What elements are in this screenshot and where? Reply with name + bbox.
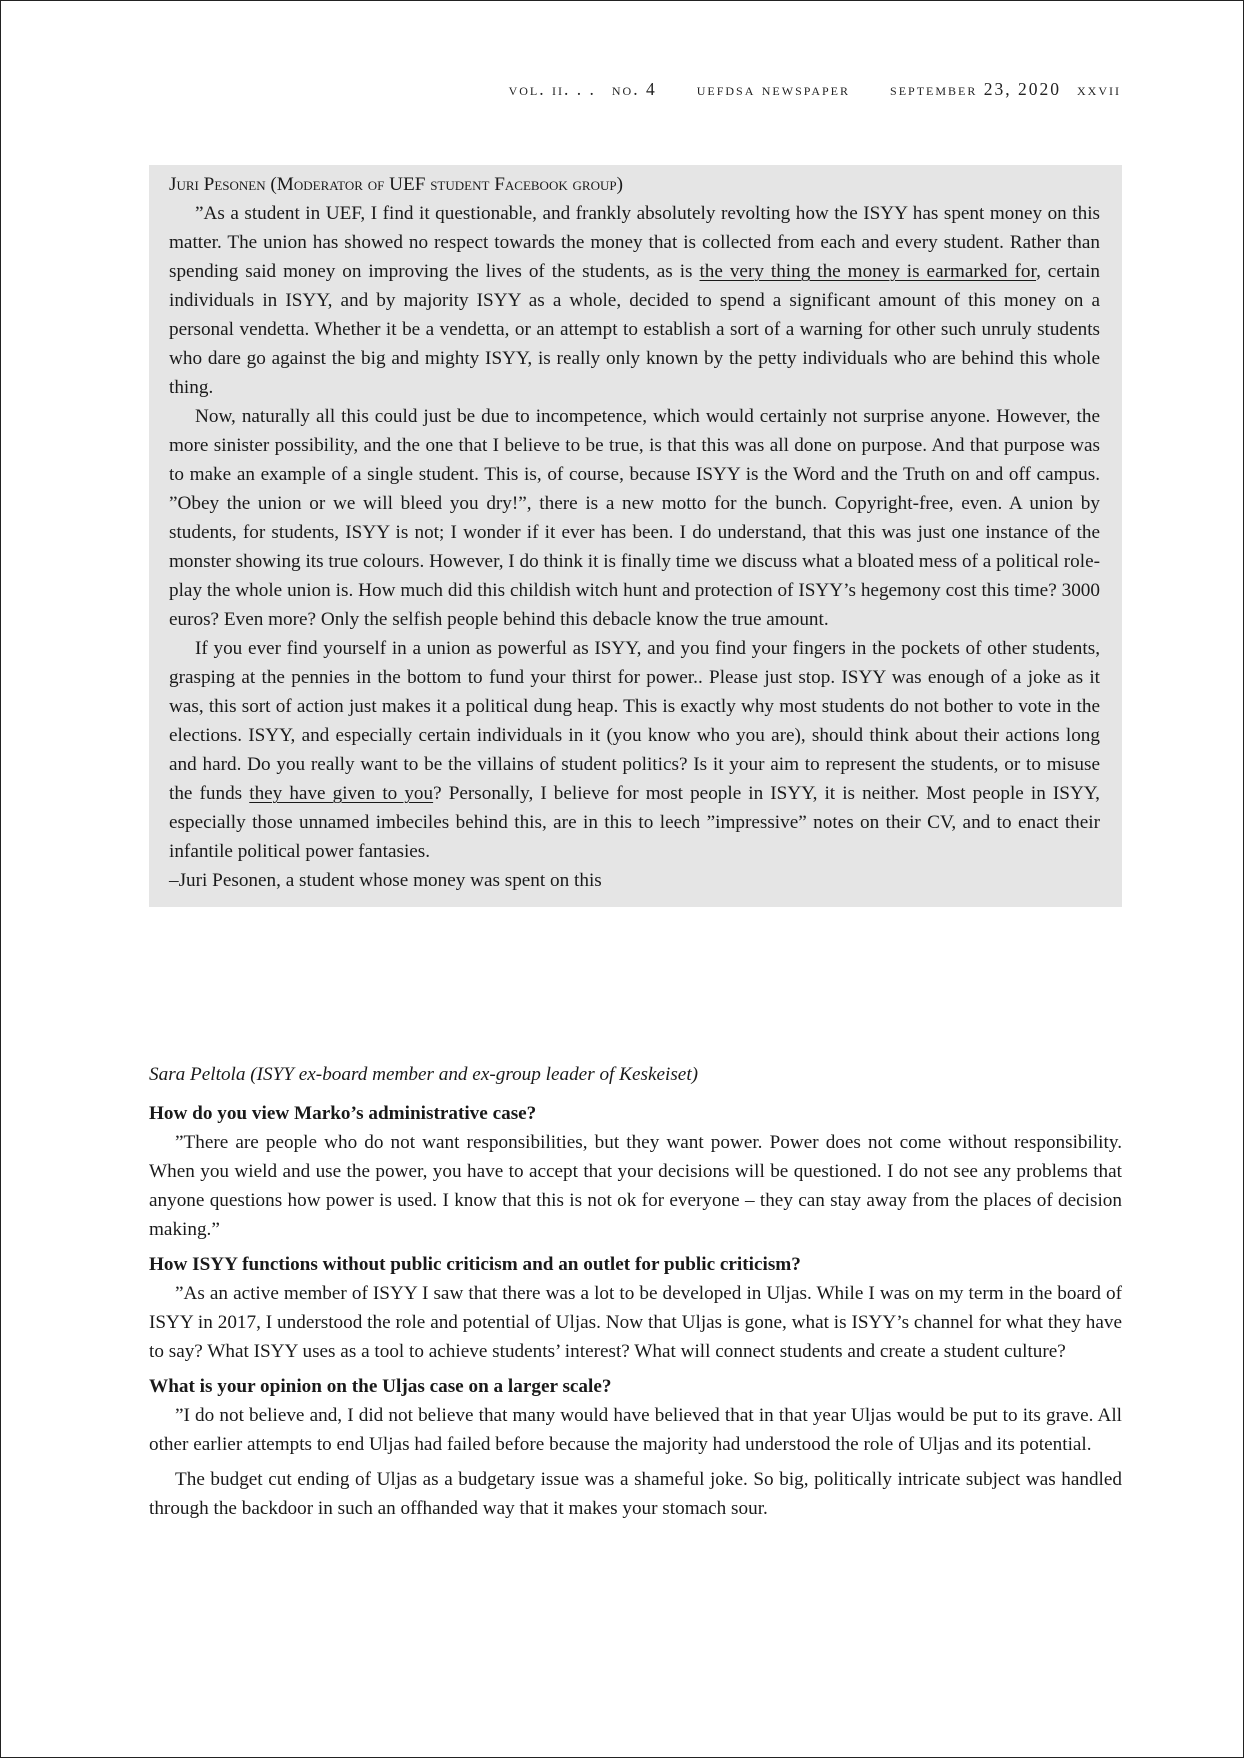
header-volume: vol. ii. . .: [508, 79, 596, 99]
quote-box: [149, 165, 1122, 907]
header-number: no. 4: [611, 79, 657, 99]
interview-question: How ISYY functions without public criticism and an outlet for public criticism?: [149, 1254, 801, 1275]
interview-question: How do you view Marko’s administrative case?: [149, 1103, 537, 1124]
header-date: september 23, 2020: [890, 79, 1061, 99]
running-header: [509, 79, 1121, 100]
quote-paragraph-1: ”As a student in UEF, I find it questionable, and frankly absolutely revolting how the ISYY has spent money on this matter. The union has showed no respect towards the money that is collected from each and every student. Rather than spending said money on improving the lives of the students, as is the very thing the money is earmarked for, certain individuals in ISYY, and by majority ISYY as a whole, decided to spend a significant amount of this money on a personal vendetta. Whether it be a vendetta, or an attempt to establish a sort of a warning for other such unruly students who dare go against the big and mighty ISYY, is really only known by the petty individuals who are behind this whole thing.: [169, 203, 1100, 398]
interview-answer: ”I do not believe and, I did not believe that many would have believed that in that year Uljas would be put to its grave. All other earlier attempts to end Uljas had failed before because the majority had understood the role of Uljas and its potential.: [149, 1405, 1122, 1455]
quote-heading: Juri Pesonen (Moderator of UEF student Facebook group): [169, 174, 623, 195]
interview-answer: ”There are people who do not want responsibilities, but they want power. Power does not come without responsibility. When you wield and use the power, you have to accept that your decisions will be questioned. I do not see any problems that anyone questions how power is used. I know that this is not ok for everyone – they can stay away from the places of decision making.”: [149, 1132, 1122, 1240]
interview-question: What is your opinion on the Uljas case on a larger scale?: [149, 1376, 612, 1397]
underlined-phrase: the very thing the money is earmarked for: [699, 261, 1037, 282]
interview-section: [149, 1060, 1122, 1529]
quote-signature: –Juri Pesonen, a student whose money was spent on this: [169, 870, 602, 891]
quote-paragraph-3: If you ever find yourself in a union as powerful as ISYY, and you find your fingers in the pockets of other students, grasping at the pennies in the bottom to fund your thirst for power.. Please just stop. ISYY was enough of a joke as it was, this sort of action just makes it a political dung heap. This is exactly why most students do not bother to vote in the elections. ISYY, and especially certain individuals in it (you know who you are), should think about their actions long and hard. Do you really want to be the villains of student politics? Is it your aim to represent the students, or to misuse the funds they have given to you? Personally, I believe for most people in ISYY, it is neither. Most people in ISYY, especially those unnamed imbeciles behind this, are in this to leech ”impressive” notes on their CV, and to enact their infantile political power fantasies.: [169, 638, 1100, 862]
header-publication: uefdsa newspaper: [696, 79, 851, 99]
interview-answer: ”As an active member of ISYY I saw that there was a lot to be developed in Uljas. While I was on my term in the board of ISYY in 2017, I understood the role and potential of Uljas. Now that Uljas is gone, what is ISYY’s channel for what they have to say? What ISYY uses as a tool to achieve students’ interest? What will connect students and create a student culture?: [149, 1283, 1122, 1362]
page-number: xxvii: [1077, 79, 1121, 99]
quote-paragraph-2: Now, naturally all this could just be due to incompetence, which would certainly not surprise anyone. However, the more sinister possibility, and the one that I believe to be true, is that this was all done on purpose. And that purpose was to make an example of a single student. This is, of course, because ISYY is the Word and the Truth on and off campus. ”Obey the union or we will bleed you dry!”, there is a new motto for the bunch. Copyright-free, even. A union by students, for students, ISYY is not; I wonder if it ever has been. I do understand, that this was just one instance of the monster showing its true colours. However, I do think it is finally time we discuss what a bloated mess of a political role-play the whole union is. How much did this childish witch hunt and protection of ISYY’s hegemony cost this time? 3000 euros? Even more? Only the selfish people behind this debacle know the true amount.: [169, 406, 1100, 630]
interviewee-name: Sara Peltola (ISYY ex-board member and ex-group leader of Keskeiset): [149, 1064, 699, 1085]
interview-answer: The budget cut ending of Uljas as a budgetary issue was a shameful joke. So big, politically intricate subject was handled through the backdoor in such an offhanded way that it makes your stomach sour.: [149, 1469, 1122, 1519]
underlined-phrase: they have given to you: [249, 783, 434, 804]
